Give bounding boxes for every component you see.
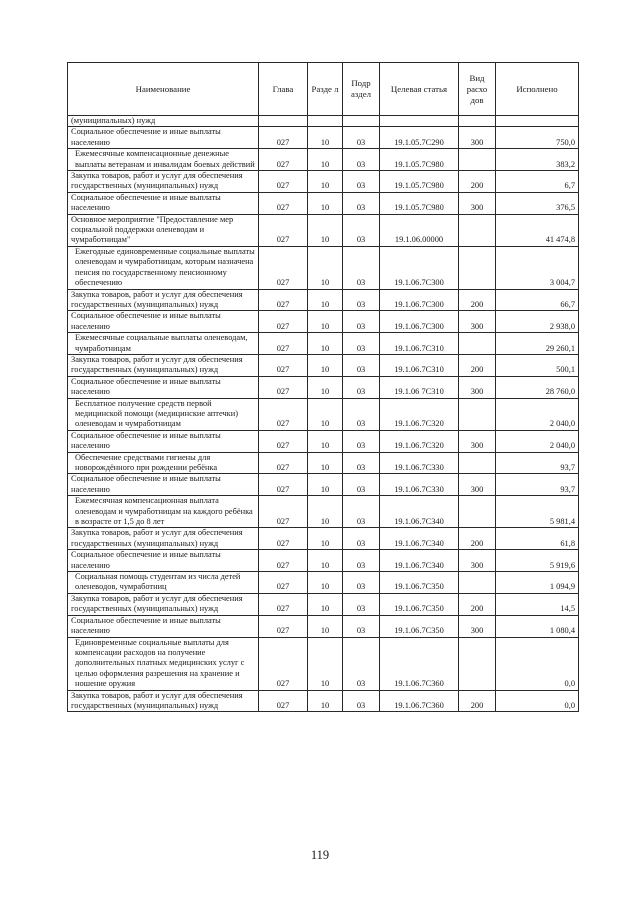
row-target-article: 19.1.06.7С350 (380, 572, 459, 594)
row-subsection: 03 (343, 496, 380, 528)
row-executed-amount: 2 040,0 (496, 398, 579, 430)
row-name: Социальное обеспечение и иные выплаты населению (68, 376, 259, 398)
row-target-article: 19.1.06.00000 (380, 214, 459, 246)
row-executed-amount: 3 004,7 (496, 246, 579, 289)
table-row (68, 246, 579, 289)
row-expense-type (459, 572, 496, 594)
row-target-article: 19.1.06.7С320 (380, 398, 459, 430)
table-header-row (68, 63, 579, 116)
row-executed-amount: 1 094,9 (496, 572, 579, 594)
row-expense-type (459, 398, 496, 430)
row-executed-amount: 29 260,1 (496, 333, 579, 355)
row-section: 10 (308, 354, 343, 376)
row-subsection: 03 (343, 311, 380, 333)
row-executed-amount: 93,7 (496, 452, 579, 474)
row-section: 10 (308, 246, 343, 289)
row-name: Обеспечение средствами гигиены для новорождённого при рождении ребёнка (68, 452, 259, 474)
table-body (68, 116, 579, 712)
row-name: Единовременные социальные выплаты для компенсации расходов на получение дополнительных платных медицинских услуг с целью оформления разрешения на хранение и ношение оружия (68, 637, 259, 690)
row-target-article (380, 116, 459, 127)
row-expense-type (459, 149, 496, 171)
row-target-article: 19.1.06.7С310 (380, 333, 459, 355)
row-chapter: 027 (259, 593, 308, 615)
row-section: 10 (308, 214, 343, 246)
row-chapter: 027 (259, 354, 308, 376)
row-chapter: 027 (259, 127, 308, 149)
row-executed-amount: 6,7 (496, 171, 579, 193)
row-expense-type: 300 (459, 311, 496, 333)
row-target-article: 19.1.06.7С310 (380, 354, 459, 376)
row-subsection: 03 (343, 354, 380, 376)
row-name: Закупка товаров, работ и услуг для обеспечения государственных (муниципальных) нужд (68, 171, 259, 193)
table-row (68, 149, 579, 171)
row-subsection: 03 (343, 550, 380, 572)
row-target-article: 19.1.05.7С980 (380, 171, 459, 193)
table-row (68, 572, 579, 594)
row-expense-type: 200 (459, 171, 496, 193)
row-subsection: 03 (343, 333, 380, 355)
table-row (68, 214, 579, 246)
row-expense-type: 200 (459, 289, 496, 311)
row-expense-type (459, 496, 496, 528)
header-expense-type: Вид расхо дов (459, 63, 496, 116)
row-subsection: 03 (343, 127, 380, 149)
row-section: 10 (308, 430, 343, 452)
row-executed-amount: 750,0 (496, 127, 579, 149)
row-target-article: 19.1.06.7С360 (380, 637, 459, 690)
row-chapter: 027 (259, 615, 308, 637)
row-chapter: 027 (259, 637, 308, 690)
row-expense-type (459, 333, 496, 355)
row-executed-amount: 41 474,8 (496, 214, 579, 246)
row-section: 10 (308, 127, 343, 149)
row-subsection: 03 (343, 430, 380, 452)
row-target-article: 19.1.06.7С350 (380, 593, 459, 615)
row-expense-type (459, 452, 496, 474)
row-section: 10 (308, 615, 343, 637)
row-target-article: 19.1.06.7С330 (380, 452, 459, 474)
row-chapter: 027 (259, 246, 308, 289)
row-chapter: 027 (259, 430, 308, 452)
row-executed-amount (496, 116, 579, 127)
row-section: 10 (308, 376, 343, 398)
row-chapter (259, 116, 308, 127)
table-row (68, 637, 579, 690)
row-name: Закупка товаров, работ и услуг для обеспечения государственных (муниципальных) нужд (68, 528, 259, 550)
row-name: Ежегодные единовременные социальные выплаты оленеводам и чумработницам, которым назначена пенсия по государственному пенсионному обеспечению (68, 246, 259, 289)
table-row (68, 452, 579, 474)
row-expense-type: 200 (459, 690, 496, 712)
row-executed-amount: 2 938,0 (496, 311, 579, 333)
row-expense-type: 300 (459, 474, 496, 496)
row-name: Основное мероприятие "Предоставление мер социальной поддержки оленеводам и чумработницам" (68, 214, 259, 246)
row-section: 10 (308, 149, 343, 171)
row-target-article: 19.1.06.7С300 (380, 289, 459, 311)
row-chapter: 027 (259, 452, 308, 474)
row-chapter: 027 (259, 192, 308, 214)
row-executed-amount: 28 760,0 (496, 376, 579, 398)
row-name: Социальное обеспечение и иные выплаты населению (68, 615, 259, 637)
row-chapter: 027 (259, 572, 308, 594)
table-row (68, 474, 579, 496)
row-executed-amount: 2 040,0 (496, 430, 579, 452)
row-chapter: 027 (259, 550, 308, 572)
row-expense-type (459, 214, 496, 246)
row-subsection: 03 (343, 192, 380, 214)
header-section: Разде л (308, 63, 343, 116)
row-subsection: 03 (343, 149, 380, 171)
row-target-article: 19.1.06.7С360 (380, 690, 459, 712)
row-target-article: 19.1.06 7С310 (380, 376, 459, 398)
row-section: 10 (308, 572, 343, 594)
row-subsection: 03 (343, 289, 380, 311)
row-expense-type: 300 (459, 615, 496, 637)
row-name: Социальное обеспечение и иные выплаты населению (68, 430, 259, 452)
row-subsection: 03 (343, 171, 380, 193)
row-name: Социальное обеспечение и иные выплаты населению (68, 550, 259, 572)
row-chapter: 027 (259, 289, 308, 311)
row-name: (муниципальных) нужд (68, 116, 259, 127)
row-expense-type: 300 (459, 127, 496, 149)
row-name: Ежемесячная компенсационная выплата оленеводам и чумработницам на каждого ребёнка в возрасте от 1,5 до 8 лет (68, 496, 259, 528)
row-executed-amount: 14,5 (496, 593, 579, 615)
row-target-article: 19.1.06.7С340 (380, 528, 459, 550)
row-name: Социальное обеспечение и иные выплаты населению (68, 192, 259, 214)
header-chapter: Глава (259, 63, 308, 116)
row-expense-type (459, 116, 496, 127)
table-row (68, 289, 579, 311)
row-section: 10 (308, 637, 343, 690)
row-section: 10 (308, 289, 343, 311)
row-executed-amount: 66,7 (496, 289, 579, 311)
row-subsection: 03 (343, 376, 380, 398)
row-subsection: 03 (343, 214, 380, 246)
row-section: 10 (308, 452, 343, 474)
row-subsection: 03 (343, 690, 380, 712)
row-chapter: 027 (259, 398, 308, 430)
row-executed-amount: 93,7 (496, 474, 579, 496)
row-section: 10 (308, 398, 343, 430)
row-chapter: 027 (259, 149, 308, 171)
row-executed-amount: 5 919,6 (496, 550, 579, 572)
table-row (68, 127, 579, 149)
row-name: Закупка товаров, работ и услуг для обеспечения государственных (муниципальных) нужд (68, 593, 259, 615)
row-executed-amount: 61,8 (496, 528, 579, 550)
row-section: 10 (308, 593, 343, 615)
row-subsection: 03 (343, 637, 380, 690)
row-name: Социальная помощь студентам из числа детей оленеводов, чумработниц (68, 572, 259, 594)
row-executed-amount: 5 981,4 (496, 496, 579, 528)
row-chapter: 027 (259, 690, 308, 712)
row-executed-amount: 0,0 (496, 637, 579, 690)
page-number: 119 (310, 848, 330, 862)
table-row (68, 550, 579, 572)
row-expense-type: 300 (459, 550, 496, 572)
row-target-article: 19.1.06.7С330 (380, 474, 459, 496)
row-expense-type (459, 637, 496, 690)
row-section: 10 (308, 192, 343, 214)
row-chapter: 027 (259, 376, 308, 398)
table-row (68, 311, 579, 333)
table-row (68, 376, 579, 398)
row-section: 10 (308, 171, 343, 193)
table-row (68, 593, 579, 615)
table-row (68, 171, 579, 193)
table-row (68, 354, 579, 376)
table-row (68, 496, 579, 528)
row-chapter: 027 (259, 496, 308, 528)
row-section: 10 (308, 311, 343, 333)
budget-table (67, 62, 579, 712)
row-expense-type: 200 (459, 528, 496, 550)
row-subsection: 03 (343, 593, 380, 615)
table-row (68, 615, 579, 637)
row-executed-amount: 383,2 (496, 149, 579, 171)
table-row (68, 430, 579, 452)
row-section: 10 (308, 690, 343, 712)
row-target-article: 19.1.06.7С340 (380, 550, 459, 572)
row-executed-amount: 376,5 (496, 192, 579, 214)
row-name: Закупка товаров, работ и услуг для обеспечения государственных (муниципальных) нужд (68, 289, 259, 311)
table-row (68, 690, 579, 712)
row-target-article: 19.1.06.7С300 (380, 246, 459, 289)
row-target-article: 19.1.06.7С300 (380, 311, 459, 333)
table-row (68, 333, 579, 355)
row-name: Бесплатное получение средств первой медицинской помощи (медицинские аптечки) оленеводам и чумработницам (68, 398, 259, 430)
row-expense-type: 300 (459, 192, 496, 214)
row-subsection: 03 (343, 572, 380, 594)
row-subsection (343, 116, 380, 127)
table-row (68, 116, 579, 127)
header-name: Наименование (68, 63, 259, 116)
row-name: Ежемесячные компенсационные денежные выплаты ветеранам и инвалидам боевых действий (68, 149, 259, 171)
row-name: Социальное обеспечение и иные выплаты населению (68, 127, 259, 149)
row-section: 10 (308, 333, 343, 355)
row-subsection: 03 (343, 452, 380, 474)
row-name: Закупка товаров, работ и услуг для обеспечения государственных (муниципальных) нужд (68, 690, 259, 712)
row-subsection: 03 (343, 246, 380, 289)
row-target-article: 19.1.05.7С980 (380, 149, 459, 171)
row-target-article: 19.1.06.7С320 (380, 430, 459, 452)
row-expense-type: 300 (459, 430, 496, 452)
row-chapter: 027 (259, 528, 308, 550)
row-chapter: 027 (259, 171, 308, 193)
row-executed-amount: 1 080,4 (496, 615, 579, 637)
row-name: Ежемесячные социальные выплаты оленеводам, чумработницам (68, 333, 259, 355)
budget-table-page (67, 62, 578, 712)
row-name: Социальное обеспечение и иные выплаты населению (68, 311, 259, 333)
row-section: 10 (308, 550, 343, 572)
row-chapter: 027 (259, 214, 308, 246)
row-subsection: 03 (343, 528, 380, 550)
row-name: Закупка товаров, работ и услуг для обеспечения государственных (муниципальных) нужд (68, 354, 259, 376)
row-expense-type: 200 (459, 354, 496, 376)
row-chapter: 027 (259, 474, 308, 496)
row-section: 10 (308, 496, 343, 528)
row-target-article: 19.1.06.7С340 (380, 496, 459, 528)
row-subsection: 03 (343, 615, 380, 637)
table-row (68, 528, 579, 550)
row-subsection: 03 (343, 474, 380, 496)
row-expense-type (459, 246, 496, 289)
header-target-article: Целевая статья (380, 63, 459, 116)
table-row (68, 192, 579, 214)
row-chapter: 027 (259, 333, 308, 355)
row-section (308, 116, 343, 127)
row-target-article: 19.1.06.7С350 (380, 615, 459, 637)
row-expense-type: 200 (459, 593, 496, 615)
row-executed-amount: 0,0 (496, 690, 579, 712)
table-row (68, 398, 579, 430)
row-expense-type: 300 (459, 376, 496, 398)
header-subsection: Подр аздел (343, 63, 380, 116)
row-section: 10 (308, 528, 343, 550)
row-executed-amount: 500,1 (496, 354, 579, 376)
row-chapter: 027 (259, 311, 308, 333)
header-executed: Исполнено (496, 63, 579, 116)
row-section: 10 (308, 474, 343, 496)
row-target-article: 19.1.05.7С980 (380, 192, 459, 214)
row-name: Социальное обеспечение и иные выплаты населению (68, 474, 259, 496)
row-subsection: 03 (343, 398, 380, 430)
row-target-article: 19.1.05.7С290 (380, 127, 459, 149)
